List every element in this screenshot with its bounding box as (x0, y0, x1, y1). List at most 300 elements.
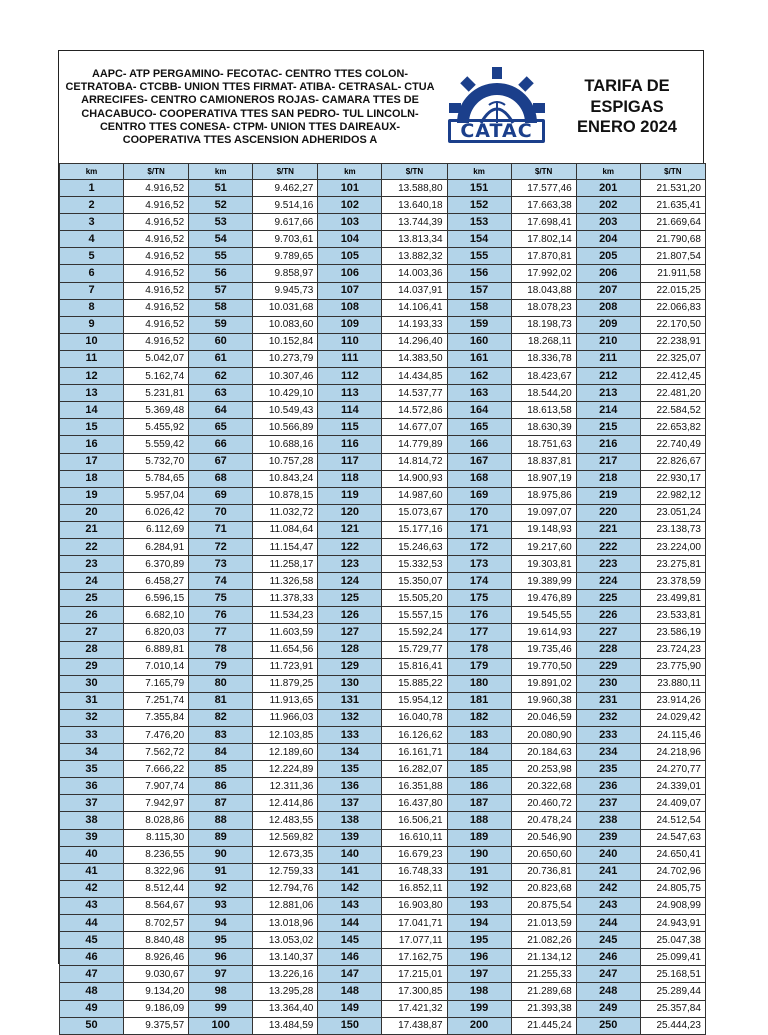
table-header-row (60, 164, 706, 180)
price-cell: 5.957,04 (124, 487, 189, 504)
km-cell: 115 (318, 419, 382, 436)
km-cell: 94 (189, 915, 253, 932)
km-cell: 236 (576, 778, 640, 795)
price-cell: 10.878,15 (253, 487, 318, 504)
price-cell: 9.945,73 (253, 282, 318, 299)
table-row (60, 248, 706, 265)
price-cell: 21.790,68 (640, 231, 705, 248)
km-cell: 167 (447, 453, 511, 470)
price-cell: 14.003,36 (382, 265, 447, 282)
price-cell: 23.051,24 (640, 504, 705, 521)
price-cell: 14.296,40 (382, 333, 447, 350)
price-cell: 12.673,35 (253, 846, 318, 863)
km-cell: 63 (189, 385, 253, 402)
price-cell: 10.566,89 (253, 419, 318, 436)
km-cell: 108 (318, 299, 382, 316)
price-cell: 8.512,44 (124, 880, 189, 897)
price-cell: 22.740,49 (640, 436, 705, 453)
km-cell: 186 (447, 778, 511, 795)
price-cell: 19.735,46 (511, 641, 576, 658)
price-cell: 16.161,71 (382, 744, 447, 761)
price-cell: 8.564,67 (124, 897, 189, 914)
price-cell: 13.140,37 (253, 949, 318, 966)
tariff-title (553, 76, 701, 138)
km-cell: 100 (189, 1017, 253, 1034)
price-cell: 16.040,78 (382, 709, 447, 726)
km-cell: 34 (60, 744, 124, 761)
km-cell: 217 (576, 453, 640, 470)
price-cell: 4.916,52 (124, 180, 189, 197)
km-cell: 90 (189, 846, 253, 863)
km-cell: 152 (447, 197, 511, 214)
title-line-1: TARIFA DE (584, 77, 670, 95)
price-cell: 7.355,84 (124, 709, 189, 726)
title-line-2: ESPIGAS (590, 97, 664, 116)
km-cell: 168 (447, 470, 511, 487)
km-cell: 13 (60, 385, 124, 402)
price-cell: 14.037,91 (382, 282, 447, 299)
price-cell: 17.870,81 (511, 248, 576, 265)
price-cell: 8.840,48 (124, 932, 189, 949)
price-cell: 5.042,07 (124, 350, 189, 367)
sheet-header (59, 51, 703, 163)
km-cell: 30 (60, 675, 124, 692)
km-cell: 157 (447, 282, 511, 299)
price-cell: 5.784,65 (124, 470, 189, 487)
km-cell: 80 (189, 675, 253, 692)
km-cell: 137 (318, 795, 382, 812)
price-cell: 24.115,46 (640, 727, 705, 744)
km-cell: 185 (447, 761, 511, 778)
price-cell: 16.852,11 (382, 880, 447, 897)
table-row (60, 282, 706, 299)
km-cell: 228 (576, 641, 640, 658)
price-cell: 14.106,41 (382, 299, 447, 316)
km-cell: 105 (318, 248, 382, 265)
price-cell: 24.650,41 (640, 846, 705, 863)
km-cell: 163 (447, 385, 511, 402)
km-cell: 10 (60, 333, 124, 350)
km-cell: 169 (447, 487, 511, 504)
km-cell: 91 (189, 863, 253, 880)
price-cell: 11.326,58 (253, 573, 318, 590)
km-cell: 134 (318, 744, 382, 761)
km-cell: 98 (189, 983, 253, 1000)
price-cell: 20.736,81 (511, 863, 576, 880)
km-cell: 160 (447, 333, 511, 350)
price-cell: 17.577,46 (511, 180, 576, 197)
km-cell: 36 (60, 778, 124, 795)
price-cell: 14.383,50 (382, 350, 447, 367)
price-cell: 15.505,20 (382, 590, 447, 607)
price-cell: 21.911,58 (640, 265, 705, 282)
price-cell: 7.907,74 (124, 778, 189, 795)
km-cell: 21 (60, 521, 124, 538)
price-cell: 7.562,72 (124, 744, 189, 761)
price-cell: 4.916,52 (124, 282, 189, 299)
km-cell: 156 (447, 265, 511, 282)
km-cell: 54 (189, 231, 253, 248)
km-cell: 197 (447, 966, 511, 983)
km-cell: 82 (189, 709, 253, 726)
price-cell: 12.569,82 (253, 829, 318, 846)
km-cell: 40 (60, 846, 124, 863)
km-cell: 207 (576, 282, 640, 299)
price-cell: 23.880,11 (640, 675, 705, 692)
km-cell: 219 (576, 487, 640, 504)
km-cell: 223 (576, 556, 640, 573)
km-cell: 172 (447, 538, 511, 555)
km-cell: 180 (447, 675, 511, 692)
price-cell: 19.097,07 (511, 504, 576, 521)
km-cell: 202 (576, 197, 640, 214)
km-cell: 87 (189, 795, 253, 812)
km-cell: 52 (189, 197, 253, 214)
price-cell: 24.702,96 (640, 863, 705, 880)
km-cell: 230 (576, 675, 640, 692)
price-cell: 13.018,96 (253, 915, 318, 932)
km-cell: 191 (447, 863, 511, 880)
km-cell: 181 (447, 692, 511, 709)
price-cell: 13.364,40 (253, 1000, 318, 1017)
table-row (60, 470, 706, 487)
km-cell: 249 (576, 1000, 640, 1017)
price-cell: 10.429,10 (253, 385, 318, 402)
column-header-price: $/TN (124, 164, 189, 180)
price-cell: 21.255,33 (511, 966, 576, 983)
km-cell: 51 (189, 180, 253, 197)
price-cell: 16.903,80 (382, 897, 447, 914)
price-cell: 12.311,36 (253, 778, 318, 795)
price-cell: 17.663,38 (511, 197, 576, 214)
price-cell: 17.162,75 (382, 949, 447, 966)
km-cell: 111 (318, 350, 382, 367)
price-cell: 18.423,67 (511, 368, 576, 385)
price-cell: 13.484,59 (253, 1017, 318, 1034)
km-cell: 233 (576, 727, 640, 744)
km-cell: 218 (576, 470, 640, 487)
km-cell: 59 (189, 316, 253, 333)
km-cell: 240 (576, 846, 640, 863)
km-cell: 74 (189, 573, 253, 590)
table-row (60, 556, 706, 573)
price-cell: 14.537,77 (382, 385, 447, 402)
km-cell: 12 (60, 368, 124, 385)
price-cell: 19.614,93 (511, 624, 576, 641)
price-cell: 7.666,22 (124, 761, 189, 778)
km-cell: 195 (447, 932, 511, 949)
km-cell: 122 (318, 538, 382, 555)
price-cell: 16.679,23 (382, 846, 447, 863)
price-cell: 4.916,52 (124, 197, 189, 214)
price-cell: 18.613,58 (511, 402, 576, 419)
price-cell: 21.807,54 (640, 248, 705, 265)
km-cell: 71 (189, 521, 253, 538)
price-cell: 21.393,38 (511, 1000, 576, 1017)
km-cell: 76 (189, 607, 253, 624)
km-cell: 67 (189, 453, 253, 470)
km-cell: 20 (60, 504, 124, 521)
km-cell: 239 (576, 829, 640, 846)
price-cell: 24.339,01 (640, 778, 705, 795)
price-cell: 21.289,68 (511, 983, 576, 1000)
km-cell: 3 (60, 214, 124, 231)
table-body (60, 180, 706, 1035)
column-header-price: $/TN (253, 164, 318, 180)
price-cell: 18.975,86 (511, 487, 576, 504)
table-row (60, 333, 706, 350)
km-cell: 222 (576, 538, 640, 555)
price-cell: 9.375,57 (124, 1017, 189, 1034)
price-cell: 14.987,60 (382, 487, 447, 504)
price-cell: 14.434,85 (382, 368, 447, 385)
km-cell: 17 (60, 453, 124, 470)
km-cell: 29 (60, 658, 124, 675)
price-cell: 17.215,01 (382, 966, 447, 983)
km-cell: 142 (318, 880, 382, 897)
km-cell: 213 (576, 385, 640, 402)
price-cell: 22.826,67 (640, 453, 705, 470)
column-header-price: $/TN (382, 164, 447, 180)
km-cell: 203 (576, 214, 640, 231)
km-cell: 194 (447, 915, 511, 932)
km-cell: 101 (318, 180, 382, 197)
table-row (60, 538, 706, 555)
km-cell: 176 (447, 607, 511, 624)
price-cell: 18.907,19 (511, 470, 576, 487)
price-cell: 4.916,52 (124, 231, 189, 248)
price-cell: 6.284,91 (124, 538, 189, 555)
km-cell: 85 (189, 761, 253, 778)
price-cell: 4.916,52 (124, 333, 189, 350)
price-cell: 6.458,27 (124, 573, 189, 590)
km-cell: 4 (60, 231, 124, 248)
price-cell: 20.184,63 (511, 744, 576, 761)
km-cell: 61 (189, 350, 253, 367)
km-cell: 144 (318, 915, 382, 932)
price-cell: 25.047,38 (640, 932, 705, 949)
price-cell: 18.751,63 (511, 436, 576, 453)
price-cell: 6.370,89 (124, 556, 189, 573)
price-cell: 15.177,16 (382, 521, 447, 538)
price-cell: 13.588,80 (382, 180, 447, 197)
km-cell: 158 (447, 299, 511, 316)
price-cell: 13.053,02 (253, 932, 318, 949)
price-cell: 4.916,52 (124, 248, 189, 265)
price-cell: 13.226,16 (253, 966, 318, 983)
title-line-3: ENERO 2024 (577, 118, 677, 136)
km-cell: 99 (189, 1000, 253, 1017)
price-cell: 8.926,46 (124, 949, 189, 966)
km-cell: 235 (576, 761, 640, 778)
km-cell: 187 (447, 795, 511, 812)
km-cell: 27 (60, 624, 124, 641)
km-cell: 14 (60, 402, 124, 419)
table-row (60, 419, 706, 436)
km-cell: 113 (318, 385, 382, 402)
price-cell: 21.531,20 (640, 180, 705, 197)
price-cell: 10.688,16 (253, 436, 318, 453)
price-cell: 13.295,28 (253, 983, 318, 1000)
km-cell: 95 (189, 932, 253, 949)
km-cell: 72 (189, 538, 253, 555)
km-cell: 65 (189, 419, 253, 436)
price-cell: 9.703,61 (253, 231, 318, 248)
price-cell: 10.273,79 (253, 350, 318, 367)
table-row (60, 1017, 706, 1034)
price-cell: 11.534,23 (253, 607, 318, 624)
km-cell: 209 (576, 316, 640, 333)
price-cell: 16.610,11 (382, 829, 447, 846)
km-cell: 5 (60, 248, 124, 265)
price-cell: 13.882,32 (382, 248, 447, 265)
price-cell: 7.165,79 (124, 675, 189, 692)
km-cell: 247 (576, 966, 640, 983)
price-cell: 19.389,99 (511, 573, 576, 590)
price-cell: 11.879,25 (253, 675, 318, 692)
km-cell: 58 (189, 299, 253, 316)
price-cell: 12.414,86 (253, 795, 318, 812)
km-cell: 22 (60, 538, 124, 555)
price-cell: 21.635,41 (640, 197, 705, 214)
price-cell: 12.881,06 (253, 897, 318, 914)
price-cell: 11.378,33 (253, 590, 318, 607)
price-cell: 18.078,23 (511, 299, 576, 316)
km-cell: 248 (576, 983, 640, 1000)
table-row (60, 590, 706, 607)
km-cell: 31 (60, 692, 124, 709)
km-cell: 8 (60, 299, 124, 316)
price-cell: 15.332,53 (382, 556, 447, 573)
km-cell: 208 (576, 299, 640, 316)
price-cell: 5.231,81 (124, 385, 189, 402)
column-header-price: $/TN (640, 164, 705, 180)
table-row (60, 350, 706, 367)
km-cell: 88 (189, 812, 253, 829)
price-cell: 25.099,41 (640, 949, 705, 966)
km-cell: 44 (60, 915, 124, 932)
km-cell: 45 (60, 932, 124, 949)
km-cell: 118 (318, 470, 382, 487)
km-cell: 15 (60, 419, 124, 436)
km-cell: 112 (318, 368, 382, 385)
km-cell: 33 (60, 727, 124, 744)
table-row (60, 299, 706, 316)
km-cell: 97 (189, 966, 253, 983)
price-cell: 21.445,24 (511, 1017, 576, 1034)
price-cell: 5.559,42 (124, 436, 189, 453)
price-cell: 9.462,27 (253, 180, 318, 197)
price-cell: 21.013,59 (511, 915, 576, 932)
price-cell: 12.189,60 (253, 744, 318, 761)
price-cell: 19.148,93 (511, 521, 576, 538)
price-cell: 15.350,07 (382, 573, 447, 590)
table-row (60, 607, 706, 624)
km-cell: 55 (189, 248, 253, 265)
km-cell: 199 (447, 1000, 511, 1017)
price-cell: 9.030,67 (124, 966, 189, 983)
price-cell: 11.966,03 (253, 709, 318, 726)
km-cell: 43 (60, 897, 124, 914)
km-cell: 125 (318, 590, 382, 607)
price-cell: 20.322,68 (511, 778, 576, 795)
price-cell: 5.455,92 (124, 419, 189, 436)
price-cell: 24.270,77 (640, 761, 705, 778)
km-cell: 153 (447, 214, 511, 231)
price-cell: 15.246,63 (382, 538, 447, 555)
price-cell: 21.669,64 (640, 214, 705, 231)
km-cell: 64 (189, 402, 253, 419)
km-cell: 201 (576, 180, 640, 197)
km-cell: 221 (576, 521, 640, 538)
price-cell: 5.162,74 (124, 368, 189, 385)
price-cell: 23.224,00 (640, 538, 705, 555)
price-cell: 12.759,33 (253, 863, 318, 880)
price-cell: 16.126,62 (382, 727, 447, 744)
km-cell: 81 (189, 692, 253, 709)
km-cell: 139 (318, 829, 382, 846)
table-row (60, 709, 706, 726)
price-cell: 23.775,90 (640, 658, 705, 675)
price-cell: 22.982,12 (640, 487, 705, 504)
price-cell: 9.789,65 (253, 248, 318, 265)
table-row (60, 880, 706, 897)
column-header-km: km (447, 164, 511, 180)
price-cell: 23.724,23 (640, 641, 705, 658)
table-row (60, 846, 706, 863)
km-cell: 103 (318, 214, 382, 231)
price-cell: 14.814,72 (382, 453, 447, 470)
km-cell: 116 (318, 436, 382, 453)
table-row (60, 744, 706, 761)
km-cell: 148 (318, 983, 382, 1000)
km-cell: 241 (576, 863, 640, 880)
price-cell: 17.300,85 (382, 983, 447, 1000)
km-cell: 174 (447, 573, 511, 590)
table-row (60, 316, 706, 333)
km-cell: 104 (318, 231, 382, 248)
price-cell: 4.916,52 (124, 299, 189, 316)
km-cell: 138 (318, 812, 382, 829)
km-cell: 212 (576, 368, 640, 385)
km-cell: 229 (576, 658, 640, 675)
km-cell: 128 (318, 641, 382, 658)
price-cell: 17.438,87 (382, 1017, 447, 1034)
km-cell: 49 (60, 1000, 124, 1017)
km-cell: 126 (318, 607, 382, 624)
price-cell: 15.816,41 (382, 658, 447, 675)
price-cell: 16.282,07 (382, 761, 447, 778)
price-cell: 11.603,59 (253, 624, 318, 641)
table-row (60, 641, 706, 658)
km-cell: 28 (60, 641, 124, 658)
price-cell: 16.506,21 (382, 812, 447, 829)
price-cell: 23.533,81 (640, 607, 705, 624)
km-cell: 132 (318, 709, 382, 726)
price-cell: 23.275,81 (640, 556, 705, 573)
price-cell: 10.549,43 (253, 402, 318, 419)
km-cell: 127 (318, 624, 382, 641)
price-cell: 11.913,65 (253, 692, 318, 709)
price-cell: 13.813,34 (382, 231, 447, 248)
price-cell: 14.677,07 (382, 419, 447, 436)
km-cell: 184 (447, 744, 511, 761)
km-cell: 206 (576, 265, 640, 282)
price-cell: 22.325,07 (640, 350, 705, 367)
km-cell: 183 (447, 727, 511, 744)
column-header-km: km (576, 164, 640, 180)
price-cell: 14.900,93 (382, 470, 447, 487)
